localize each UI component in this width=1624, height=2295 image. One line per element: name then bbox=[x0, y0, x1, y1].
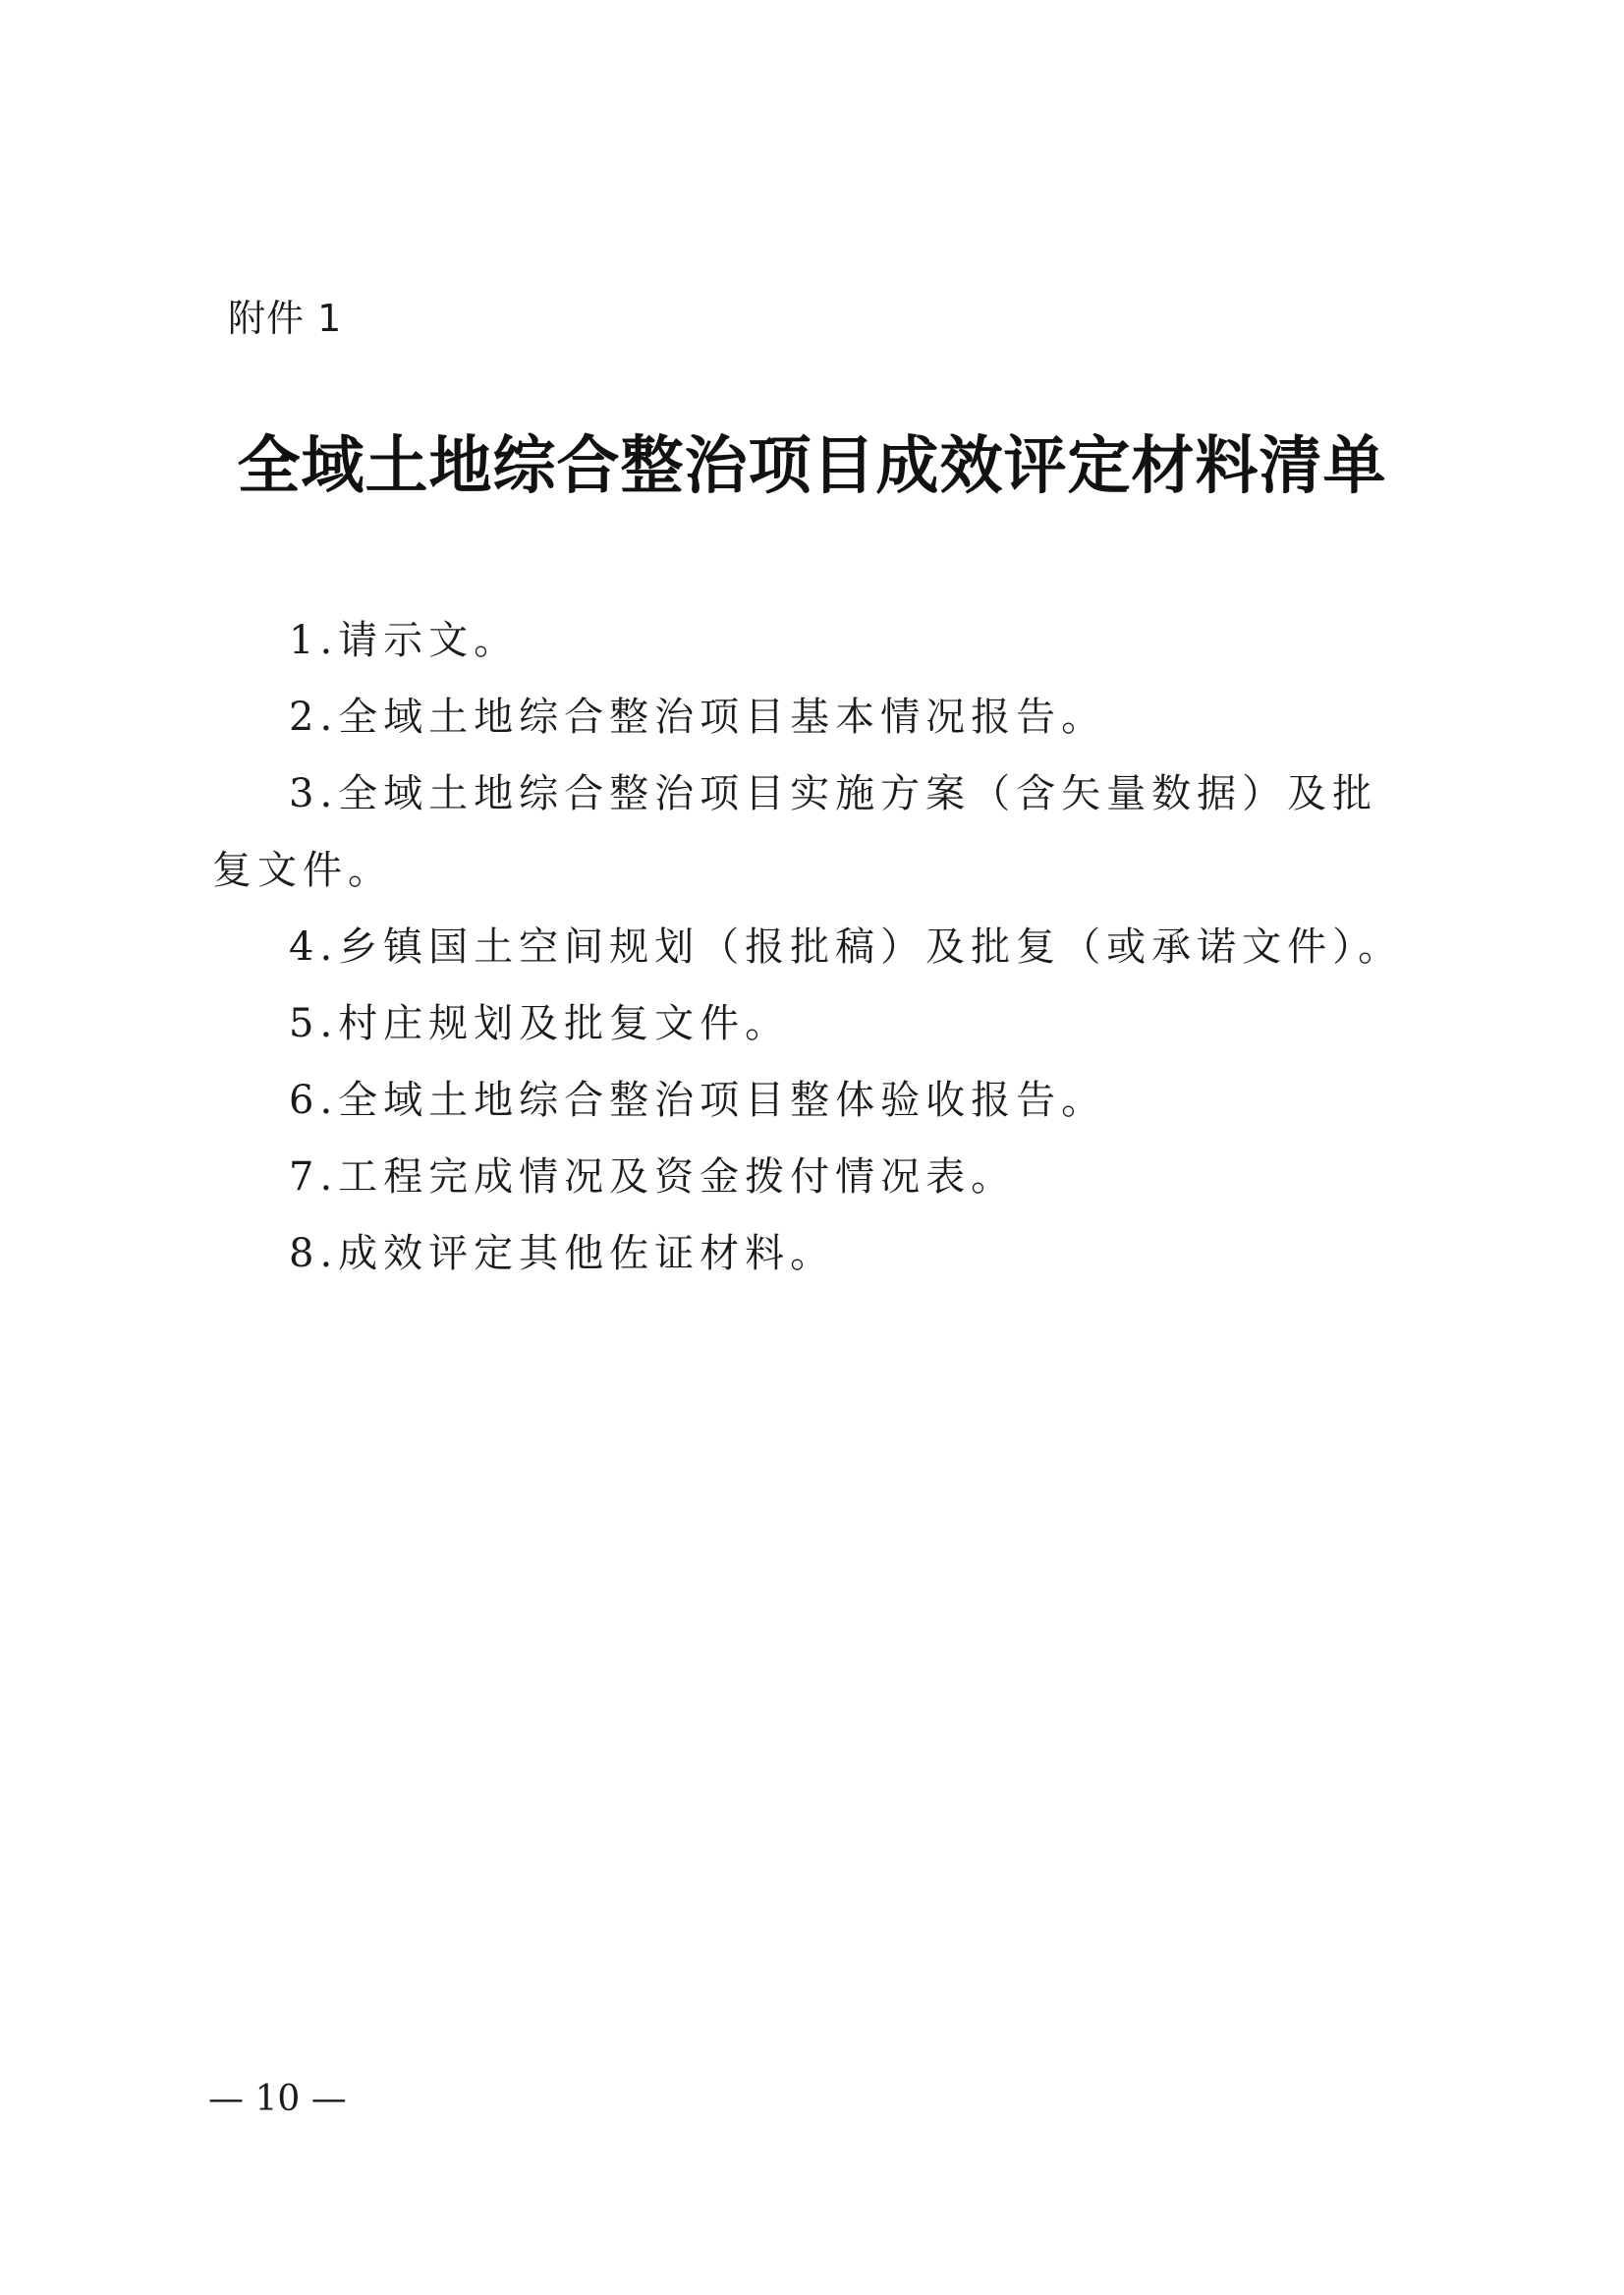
list-item: 8.成效评定其他佐证材料。 bbox=[289, 1231, 836, 1276]
list-item: 5.村庄规划及批复文件。 bbox=[289, 1001, 791, 1046]
document-title: 全域土地综合整治项目成效评定材料清单 bbox=[237, 430, 1387, 503]
list-item: 1.请示文。 bbox=[289, 618, 520, 663]
list-item: 6.全域土地综合整治项目整体验收报告。 bbox=[289, 1078, 1107, 1123]
list-item: 7.工程完成情况及资金拨付情况表。 bbox=[289, 1154, 1017, 1200]
list-item: 3.全域土地综合整治项目实施方案（含矢量数据）及批复文件。 bbox=[212, 771, 1378, 893]
list-item: 4.乡镇国土空间规划（报批稿）及批复（或承诺文件）。 bbox=[289, 924, 1404, 970]
attachment-label: 附件 1 bbox=[228, 297, 343, 340]
list-item: 2.全域土地综合整治项目基本情况报告。 bbox=[289, 695, 1107, 740]
page-number: — 10 — bbox=[208, 2079, 347, 2119]
materials-list bbox=[212, 602, 1421, 1292]
